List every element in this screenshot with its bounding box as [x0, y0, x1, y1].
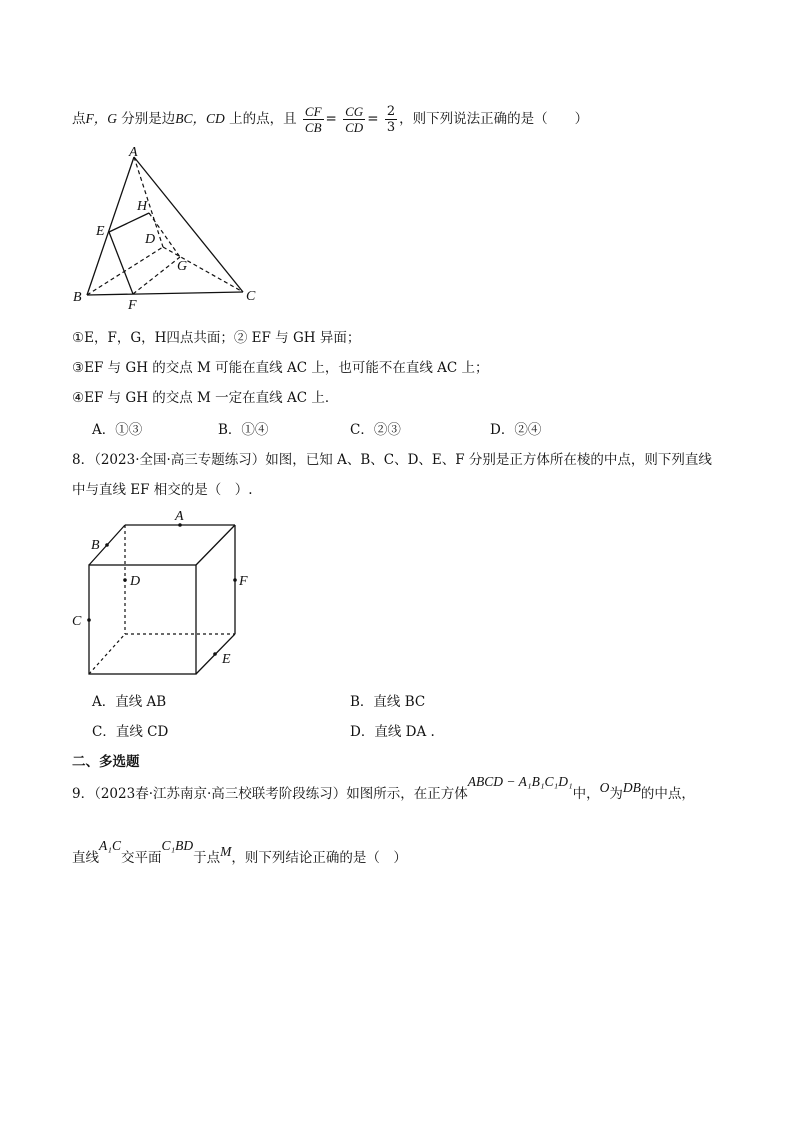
point-b: [105, 543, 109, 547]
q7-stem: 点F，G 分别是边BC，CD 上的点，且 $\frac{CF}{CB}$ = $\frac{CG}{CD}$ = $\frac{2}{3}$ ，则下列说法正确的是（ ）: [72, 104, 589, 135]
q9-text: 为: [609, 786, 623, 802]
q9-text: ，则下列结论正确的是（ ）: [231, 850, 407, 866]
edge-ac: [134, 157, 243, 292]
tetrahedron-figure: [65, 140, 275, 310]
q9-text: 中，: [572, 786, 600, 802]
q8-option-a[interactable]: A．直线 AB: [92, 694, 167, 710]
q9-stem-line-1: [72, 774, 695, 804]
q7-option-c[interactable]: C．②③: [350, 422, 401, 438]
q7-stem-text: 分别是边: [121, 111, 176, 127]
q9-segment-db: DB: [622, 780, 641, 795]
q8-option-c[interactable]: C．直线 CD: [92, 724, 169, 740]
q7-statement-3: ③EF 与 GH 的交点 M 可能在直线 AC 上，也可能不在直线 AC 上；: [72, 360, 489, 376]
edge-dc-hidden: [163, 247, 243, 292]
label-c: C: [72, 614, 82, 629]
q9-text: 直线: [72, 850, 99, 866]
point-f: [233, 578, 237, 582]
label-f: F: [128, 298, 137, 310]
edge-ab: [87, 157, 134, 295]
q8-stem-line-1: 8．（2023·全国·高三专题练习）如图，已知 A、B、C、D、E、F 分别是正方体所在棱的中点，则下列直线: [72, 452, 712, 468]
q9-stem-line-2: [72, 838, 407, 868]
point-e: [213, 652, 217, 656]
q9-text: 交平面: [120, 850, 162, 866]
label-e: E: [96, 224, 105, 239]
label-b: B: [73, 290, 82, 305]
section-heading: 二、多选题: [72, 754, 140, 770]
cube-hidden-edge: [89, 634, 125, 674]
fraction-cf-cb: $\frac{CF}{CB}$: [304, 104, 322, 135]
q8-option-b[interactable]: B．直线 BC: [350, 694, 426, 710]
q9-point-o: O: [599, 780, 610, 795]
label-b: B: [91, 538, 100, 553]
edge-bc: [87, 292, 243, 295]
label-a: A: [175, 509, 184, 524]
point-c: [87, 618, 91, 622]
fraction-cg-cd: $\frac{CG}{CD}$: [345, 104, 364, 135]
q9-point-m: M: [220, 844, 232, 859]
fraction-two-thirds: $\frac{2}{3}$: [386, 104, 396, 135]
q7-option-b[interactable]: B．①④: [218, 422, 269, 438]
q8-stem-line-2: 中与直线 EF 相交的是（ ）.: [72, 482, 253, 498]
edge-bd-hidden: [87, 247, 163, 295]
label-c: C: [246, 289, 256, 304]
label-g: G: [177, 259, 188, 274]
segment-ef: [109, 232, 133, 294]
cube-front-face: [89, 565, 196, 674]
label-f: F: [239, 574, 248, 589]
q7-stem-points: F，G: [85, 111, 117, 126]
q7-option-d[interactable]: D．②④: [490, 422, 542, 438]
q7-stem-text: ，则下列说法正确的是（ ）: [399, 111, 589, 127]
segment-eh: [109, 213, 149, 232]
q7-stem-text: 上的点，且: [229, 111, 297, 127]
point-d: [123, 578, 127, 582]
segment-fg-hidden: [133, 257, 180, 294]
q9-plane-c1bd: C₁BD: [161, 838, 194, 853]
q9-text: 9．（2023春·江苏南京·高三校联考阶段练习）如图所示，在正方体: [72, 786, 468, 802]
cube-edge: [196, 525, 235, 565]
q7-stem-text: 点: [72, 111, 86, 127]
q9-text: 于点: [193, 850, 221, 866]
q9-text: 的中点，: [640, 786, 695, 802]
q9-line-a1c: A₁C: [99, 838, 121, 853]
q7-statement-1-2: ①E，F，G，H四点共面；② EF 与 GH 异面；: [72, 330, 361, 346]
q7-option-a[interactable]: A．①③: [92, 422, 143, 438]
q7-statement-4: ④EF 与 GH 的交点 M 一定在直线 AC 上．: [72, 390, 339, 406]
label-d: D: [145, 232, 156, 247]
label-e: E: [222, 652, 231, 667]
q9-cube-name: ABCD − A₁B₁C₁D₁: [467, 774, 573, 789]
q8-option-d[interactable]: D．直线 DA .: [350, 724, 435, 740]
label-d: D: [130, 574, 141, 589]
label-h: H: [137, 199, 148, 214]
q7-stem-edges: BC，CD: [175, 111, 225, 126]
label-a: A: [129, 145, 138, 160]
cube-figure: [65, 505, 265, 685]
